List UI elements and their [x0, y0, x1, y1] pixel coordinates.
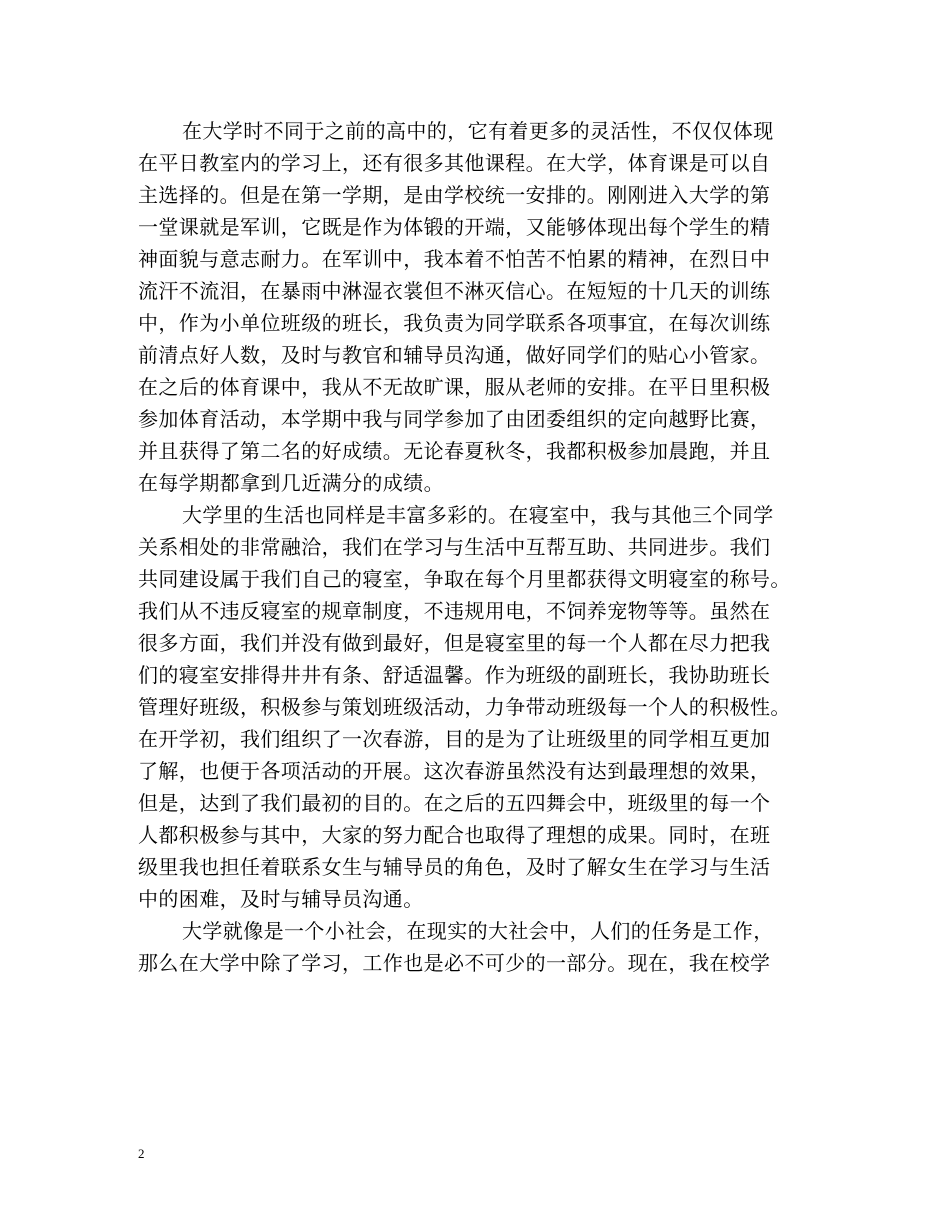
text-line: 中，作为小单位班级的班长，我负责为同学联系各项事宜，在每次训练: [138, 311, 771, 335]
text-line: 在平日教室内的学习上，还有很多其他课程。在大学，体育课是可以自: [138, 151, 771, 175]
text-line: 在每学期都拿到几近满分的成绩。: [138, 471, 444, 495]
text-line: 前清点好人数，及时与教官和辅导员沟通，做好同学们的贴心小管家。: [138, 343, 771, 367]
paragraph-university-as-society: [138, 915, 828, 979]
text-line: 共同建设属于我们自己的寝室，争取在每个月里都获得文明寝室的称号。: [138, 567, 791, 591]
page-number: 2: [138, 1146, 145, 1161]
text-line: 人都积极参与其中，大家的努力配合也取得了理想的成果。同时，在班: [138, 823, 771, 847]
text-line: 中的困难，及时与辅导员沟通。: [138, 887, 424, 911]
text-line: 参加体育活动，本学期中我与同学参加了由团委组织的定向越野比赛，: [138, 407, 771, 431]
text-line: 神面貌与意志耐力。在军训中，我本着不怕苦不怕累的精神，在烈日中: [138, 247, 771, 271]
text-line: 那么在大学中除了学习，工作也是必不可少的一部分。现在，我在校学: [138, 951, 771, 975]
text-line: 们的寝室安排得井井有条、舒适温馨。作为班级的副班长，我协助班长: [138, 663, 771, 687]
text-line: 一堂课就是军训，它既是作为体锻的开端，又能够体现出每个学生的精: [138, 215, 771, 239]
text-line: 了解，也便于各项活动的开展。这次春游虽然没有达到最理想的效果，: [138, 759, 771, 783]
text-line: 级里我也担任着联系女生与辅导员的角色，及时了解女生在学习与生活: [138, 855, 771, 879]
text-line: 在大学时不同于之前的高中的，它有着更多的灵活性，不仅仅体现: [182, 119, 774, 143]
text-line: 关系相处的非常融洽，我们在学习与生活中互帮互助、共同进步。我们: [138, 535, 771, 559]
text-line: 主选择的。但是在第一学期，是由学校统一安排的。刚刚进入大学的第: [138, 183, 771, 207]
text-line: 流汗不流泪，在暴雨中淋湿衣裳但不淋灭信心。在短短的十几天的训练: [138, 279, 771, 303]
paragraph-dormitory-and-class-life: [138, 499, 828, 915]
text-line: 并且获得了第二名的好成绩。无论春夏秋冬，我都积极参加晨跑，并且: [138, 439, 771, 463]
text-line: 很多方面，我们并没有做到最好，但是寝室里的每一个人都在尽力把我: [138, 631, 771, 655]
paragraph-military-training-and-sports: [138, 115, 828, 499]
text-line: 但是，达到了我们最初的目的。在之后的五四舞会中，班级里的每一个: [138, 791, 771, 815]
text-line: 在开学初，我们组织了一次春游，目的是为了让班级里的同学相互更加: [138, 727, 771, 751]
body-text: [138, 115, 828, 979]
text-line: 大学里的生活也同样是丰富多彩的。在寝室中，我与其他三个同学: [182, 503, 774, 527]
text-line: 大学就像是一个小社会，在现实的大社会中，人们的任务是工作，: [182, 919, 774, 943]
text-line: 管理好班级，积极参与策划班级活动，力争带动班级每一个人的积极性。: [138, 695, 791, 719]
text-line: 在之后的体育课中，我从不无故旷课，服从老师的安排。在平日里积极: [138, 375, 771, 399]
text-line: 我们从不违反寝室的规章制度，不违规用电，不饲养宠物等等。虽然在: [138, 599, 771, 623]
